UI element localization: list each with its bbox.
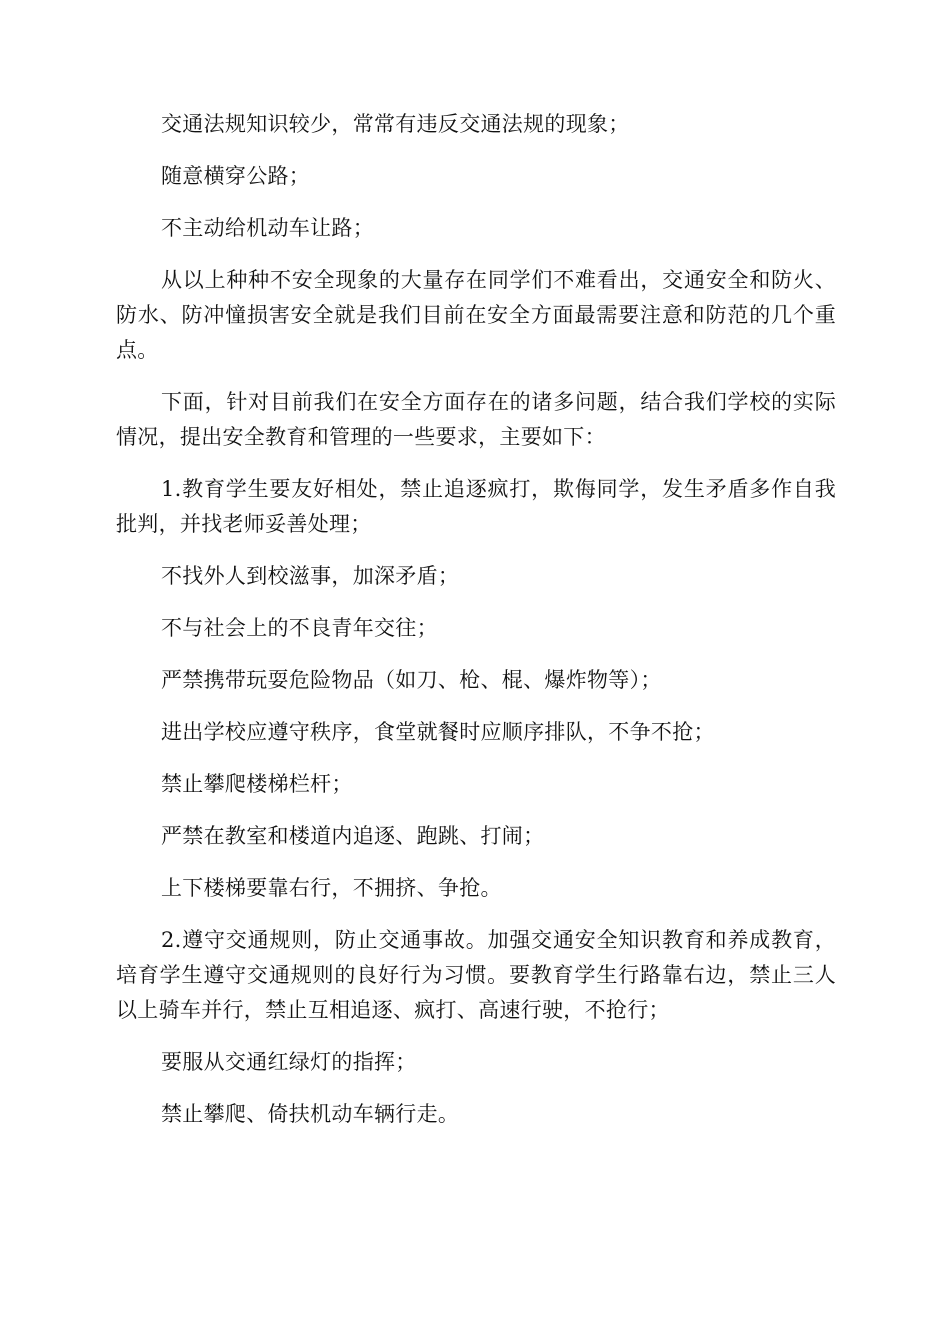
paragraph: 要服从交通红绿灯的指挥；: [161, 1050, 417, 1074]
paragraph: 禁止攀爬楼梯栏杆；: [161, 772, 353, 796]
paragraph: 进出学校应遵守秩序，食堂就餐时应顺序排队，不争不抢；: [161, 720, 715, 744]
paragraph: 1.教育学生要友好相处，禁止追逐疯打，欺侮同学，发生矛盾多作自我批判，并找老师妥善处理；: [116, 477, 836, 536]
paragraph: 2.遵守交通规则，防止交通事故。加强交通安全知识教育和养成教育，培育学生遵守交通规则的良好行为习惯。要教育学生行路靠右边，禁止三人以上骑车并行，禁止互相追逐、疯打、高速行驶，不抢行；: [116, 928, 836, 1022]
paragraph: 严禁携带玩耍危险物品（如刀、枪、棍、爆炸物等）；: [161, 668, 662, 692]
paragraph: 不与社会上的不良青年交往；: [161, 616, 438, 640]
paragraph: 严禁在教室和楼道内追逐、跑跳、打闹；: [161, 824, 545, 848]
paragraph: 随意横穿公路；: [161, 164, 311, 188]
paragraph: 从以上种种不安全现象的大量存在同学们不难看出，交通安全和防火、防水、防冲憧损害安全就是我们目前在安全方面最需要注意和防范的几个重点。: [116, 268, 836, 362]
paragraph: 禁止攀爬、倚扶机动车辆行走。: [161, 1102, 460, 1126]
paragraph: 上下楼梯要靠右行，不拥挤、争抢。: [161, 876, 502, 900]
paragraph: 下面，针对目前我们在安全方面存在的诸多问题，结合我们学校的实际情况，提出安全教育和管理的一些要求，主要如下：: [116, 390, 836, 449]
paragraph: 不找外人到校滋事，加深矛盾；: [161, 564, 460, 588]
paragraph: 交通法规知识较少，常常有违反交通法规的现象；: [161, 112, 630, 136]
document-body: [116, 107, 836, 1149]
paragraph: 不主动给机动车让路；: [161, 216, 374, 240]
